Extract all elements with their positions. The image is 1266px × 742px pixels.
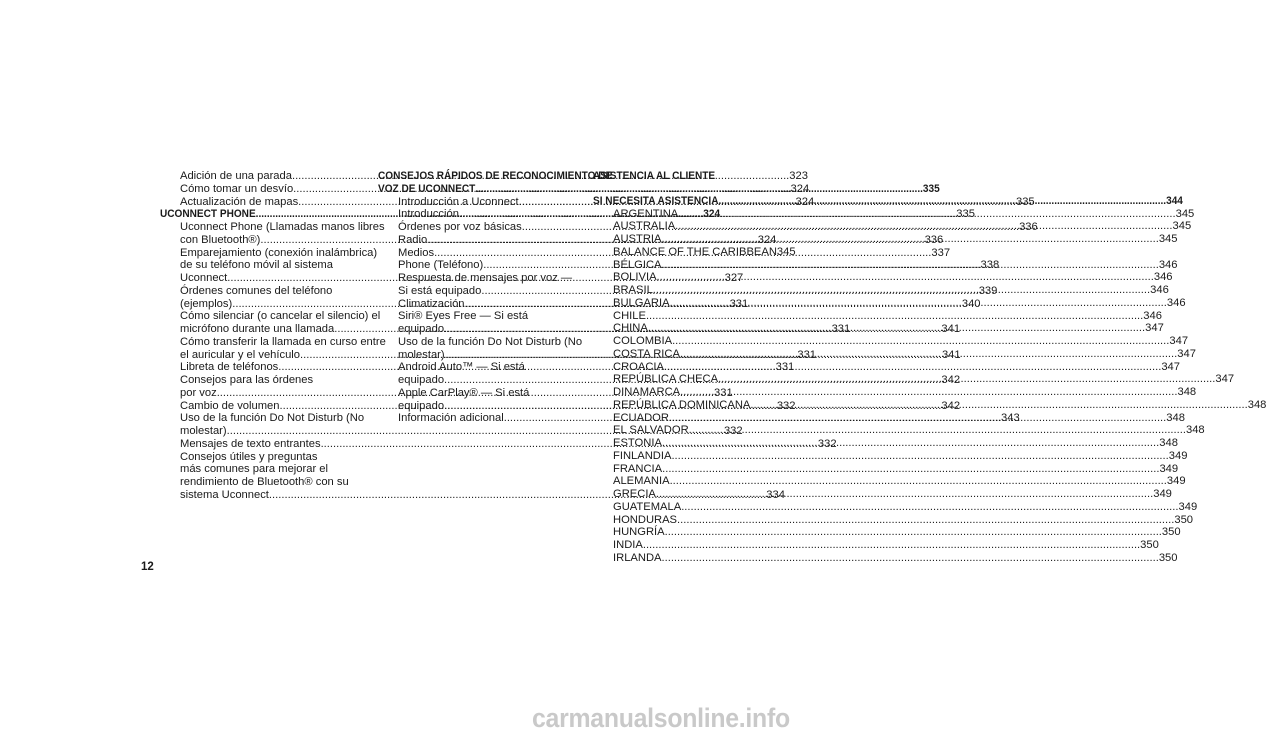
toc-entry-text: sistema Uconnect — [180, 488, 269, 501]
toc-entry-text: Cómo transferir la llamada en curso entre — [180, 335, 386, 348]
toc-entry-text: BOLIVIA — [613, 271, 657, 284]
toc-page-number: 349 — [1159, 462, 1179, 475]
toc-entry-text: Cómo silenciar (o cancelar el silencio) el — [180, 310, 381, 323]
toc-entry-text: CHILE — [613, 309, 646, 322]
toc-entry-text: Siri® Eyes Free — Si está — [398, 310, 529, 323]
toc-page-number: 335 — [956, 208, 975, 221]
toc-entry-text: Emparejamiento (conexión inalámbrica) — [180, 246, 378, 259]
toc-entry[interactable] — [593, 462, 1179, 476]
toc-page-number: 337 — [931, 246, 951, 259]
toc-entry-text: CONSEJOS RÁPIDOS DE RECONOCIMIENTO DE — [378, 170, 613, 182]
dot-leader — [678, 208, 1175, 221]
toc-entry — [160, 463, 361, 476]
toc-entry-text: FRANCIA — [613, 462, 663, 475]
toc-entry-text: Climatización — [398, 297, 465, 310]
toc-entry-text: ARGENTINA — [613, 207, 679, 220]
dot-leader — [671, 450, 1168, 463]
dot-leader — [665, 526, 1162, 539]
toc-heading — [378, 170, 613, 183]
dot-leader — [719, 195, 1167, 208]
toc-page-number: 342 — [941, 399, 961, 412]
toc-page-number: 350 — [1174, 513, 1194, 526]
toc-entry-text: micrófono durante una llamada — [180, 323, 335, 335]
toc-page-number: 345 — [1158, 233, 1178, 245]
toc-entry-text: Órdenes comunes del teléfono — [180, 284, 333, 297]
toc-page-number: 348 — [1166, 411, 1185, 424]
toc-entry-text: molestar) — [180, 425, 227, 437]
toc-entry[interactable] — [593, 424, 1205, 437]
toc-entry — [378, 387, 575, 400]
toc-entry-text: molestar) — [398, 348, 445, 361]
toc-page-number: 342 — [941, 374, 961, 386]
toc-entry[interactable] — [593, 513, 1194, 527]
toc-entry-text: REPÚBLICA DOMINICANA — [613, 398, 751, 411]
toc-entry-text: rendimiento de Bluetooth® con su — [180, 476, 349, 488]
dot-leader — [662, 437, 1159, 450]
dot-leader — [656, 488, 1153, 501]
toc-entry-text: Mensajes de texto entrantes — [180, 437, 321, 450]
toc-entry-text: Radio — [398, 233, 428, 246]
toc-entry — [160, 476, 361, 489]
toc-entry-text: DINAMARCA — [613, 386, 681, 398]
toc-page-number: 341 — [941, 323, 961, 335]
toc-entry-text: Android Auto™ — Si está — [398, 361, 525, 374]
toc-entry-text: Información adicional — [398, 412, 504, 425]
toc-page-number: 336 — [924, 233, 944, 246]
toc-entry-text: Uconnect Phone (Llamadas manos libres — [180, 221, 385, 233]
toc-page-number: 346 — [1150, 284, 1169, 296]
toc-entry-text: Cómo tomar un desvío — [180, 182, 294, 195]
toc-entry-text: ECUADOR — [613, 411, 669, 424]
toc-entry[interactable] — [593, 449, 1188, 463]
toc-entry — [378, 335, 583, 349]
toc-page-number: 349 — [1153, 488, 1172, 500]
toc-entry — [160, 335, 386, 349]
dot-leader — [680, 348, 1177, 361]
toc-entry-text: AUSTRALIA — [613, 220, 676, 233]
toc-entry-text: Introducción a Uconnect — [398, 195, 519, 208]
toc-entry[interactable] — [593, 539, 1159, 552]
toc-entry-text: equipado — [398, 323, 445, 335]
toc-page-number: 339 — [978, 284, 998, 297]
toc-entry-text: Respuesta de mensajes por voz — — [398, 272, 573, 284]
toc-entry-text: el auricular y el vehículo — [180, 348, 301, 361]
toc-entry-text: Actualización de mapas — [180, 195, 299, 208]
toc-entry-text: ESTONIA — [613, 437, 662, 449]
toc-entry-text: AUSTRIA — [613, 233, 662, 245]
toc-entry-text: REPÚBLICA CHECA — [613, 373, 719, 386]
toc-page-number: 345 — [1175, 207, 1195, 220]
toc-page-number: 324 — [703, 208, 721, 221]
toc-page-number: 348 — [1185, 424, 1205, 437]
toc-page-number: 332 — [723, 425, 743, 437]
dot-leader — [664, 361, 1161, 374]
toc-entry-text: SI NECESITA ASISTENCIA — [593, 194, 719, 207]
toc-page-number: 327 — [724, 272, 744, 284]
toc-entry — [160, 285, 361, 298]
dot-leader — [662, 233, 1159, 246]
toc-entry[interactable] — [593, 488, 1172, 501]
toc-entry[interactable] — [593, 551, 1178, 565]
dot-leader — [680, 386, 1177, 399]
toc-entry[interactable] — [593, 271, 1173, 284]
toc-entry[interactable] — [593, 245, 796, 259]
dot-leader — [646, 310, 1143, 323]
toc-entry-text: CHINA — [613, 322, 648, 335]
toc-entry-text: HUNGRÍA — [613, 526, 665, 539]
toc-page-number: 338 — [980, 259, 1000, 272]
toc-page-number: 334 — [766, 488, 785, 501]
toc-entry[interactable] — [593, 386, 1197, 399]
toc-page-number: 324 — [795, 195, 815, 208]
toc-entry-text: Phone (Teléfono) — [398, 259, 484, 272]
toc-entry-text: Uso de la función Do Not Disturb (No — [398, 335, 583, 348]
dot-leader — [662, 552, 1159, 565]
toc-entry-text: Uconnect — [180, 272, 228, 284]
toc-entry-text: Consejos para las órdenes — [180, 374, 314, 386]
toc-entry-text: Medios — [398, 246, 435, 259]
toc-entry-text: equipado — [398, 374, 445, 386]
toc-entry[interactable] — [593, 335, 1189, 348]
toc-page-number: 347 — [1169, 335, 1189, 347]
toc-entry-text: equipado — [398, 399, 445, 412]
dot-leader — [672, 335, 1169, 348]
toc-entry[interactable] — [593, 475, 1186, 488]
dot-leader — [643, 539, 1140, 552]
toc-page-number: 346 — [1153, 271, 1173, 284]
toc-page-number: 350 — [1161, 526, 1181, 539]
toc-page-number: 345 — [1172, 220, 1192, 233]
toc-page-number: 345 — [776, 245, 796, 258]
toc-entry-text: (ejemplos) — [180, 297, 233, 310]
toc-entry[interactable] — [593, 360, 1180, 374]
dot-leader — [750, 399, 1247, 412]
toc-page-number: 335 — [922, 182, 940, 195]
toc-entry — [160, 374, 361, 387]
toc-page-number: 350 — [1158, 551, 1178, 564]
dot-leader — [670, 475, 1167, 488]
toc-page-number: 331 — [775, 361, 795, 374]
toc-page-number: 349 — [1166, 475, 1186, 488]
dot-leader — [653, 284, 1150, 297]
dot-leader — [675, 220, 1172, 233]
toc-entry-text: CROACIA — [613, 360, 664, 373]
toc-entry-text: GUATEMALA — [613, 500, 682, 513]
toc-page-number: 323 — [789, 170, 808, 182]
toc-entry — [160, 246, 378, 260]
toc-entry-text: BULGARIA — [613, 296, 670, 309]
toc-entry-text: más comunes para mejorar el — [180, 463, 328, 476]
dot-leader — [681, 501, 1178, 514]
toc-entry-text: Si está equipado — [398, 284, 482, 297]
dot-leader — [718, 373, 1215, 386]
dot-leader — [662, 463, 1159, 476]
toc-entry-text: BALANCE OF THE CARIBBEAN — [613, 245, 777, 258]
toc-page-number: 331 — [714, 386, 733, 399]
toc-entry-text: Adición de una parada — [180, 170, 292, 182]
toc-entry — [378, 310, 575, 323]
toc-entry-text: Cambio de volumen — [180, 399, 280, 412]
toc-entry-text: BÉLGICA — [613, 258, 662, 271]
toc-page-number: 343 — [1001, 412, 1020, 425]
toc-page-number: 331 — [797, 348, 817, 361]
toc-entry-text: Órdenes por voz básicas — [398, 221, 522, 233]
toc-page-number: 349 — [1168, 449, 1188, 462]
dot-leader — [657, 271, 1154, 284]
toc-page-number: 346 — [1143, 309, 1162, 322]
toc-entry — [160, 259, 361, 272]
toc-page-number: 344 — [1166, 194, 1183, 207]
toc-page-number: 346 — [1166, 296, 1186, 309]
toc-heading — [593, 170, 790, 183]
toc-page-number: 332 — [817, 437, 837, 450]
toc-page-number: 348 — [1159, 437, 1178, 449]
toc-entry — [160, 221, 385, 234]
toc-page-number: 347 — [1215, 373, 1235, 386]
toc-entry — [160, 310, 381, 323]
toc-entry-text: Introducción — [398, 208, 459, 221]
toc-page-number: 336 — [1019, 221, 1038, 233]
watermark-text: carmanualsonline.info — [532, 703, 790, 733]
toc-entry[interactable] — [593, 500, 1198, 514]
toc-entry-text: IRLANDA — [613, 551, 662, 564]
toc-entry[interactable] — [593, 309, 1162, 323]
toc-entry-text: EL SALVADOR — [613, 424, 689, 437]
toc-page-number: 350 — [1140, 539, 1159, 551]
toc-page-number: 349 — [1178, 500, 1198, 513]
toc-entry-text: GRECIA — [613, 488, 656, 500]
page-number: 12 — [141, 561, 154, 573]
toc-page-number: 348 — [1177, 386, 1197, 398]
toc-entry-text: VOZ DE UCONNECT — [378, 182, 476, 195]
toc-entry-text: FINLANDIA — [613, 449, 672, 462]
toc-page-number: 340 — [961, 297, 981, 310]
dot-leader — [670, 297, 1167, 310]
toc-entry-text: COSTA RICA — [613, 347, 680, 360]
toc-entry — [378, 361, 575, 374]
toc-page-number: 347 — [1161, 360, 1180, 373]
dot-leader — [648, 322, 1145, 335]
toc-page-number: 331 — [729, 297, 749, 310]
toc-entry-text: ALEMANIA — [613, 475, 670, 488]
toc-page-number: 347 — [1177, 347, 1196, 360]
toc-page-number: 335 — [1015, 195, 1035, 208]
dot-leader — [662, 259, 1159, 272]
toc-page-number: 341 — [941, 348, 961, 361]
toc-entry-text: de su teléfono móvil al sistema — [180, 259, 333, 272]
toc-page-number: 324 — [757, 233, 777, 246]
toc-entry-text: HONDURAS — [613, 513, 678, 526]
toc-entry-text: con Bluetooth®) — [180, 233, 261, 246]
toc-entry-text: UCONNECT PHONE — [160, 208, 256, 221]
toc-entry-text: INDIA — [613, 539, 643, 551]
toc-page-number: 347 — [1145, 322, 1164, 335]
dot-leader — [669, 412, 1166, 425]
toc-entry-text: COLOMBIA — [613, 335, 673, 347]
toc-entry-text: Consejos útiles y preguntas — [180, 450, 318, 463]
toc-entry — [378, 272, 575, 285]
toc-entry[interactable] — [593, 526, 1181, 539]
toc-page-number: 346 — [1158, 258, 1178, 271]
section-gap — [593, 183, 790, 195]
toc-entry-text: Libreta de teléfonos — [180, 361, 279, 374]
dot-leader — [677, 514, 1174, 527]
toc-entry — [160, 451, 361, 464]
toc-entry-text: por voz — [180, 386, 217, 399]
toc-entry-text: Apple CarPlay® — Si está — [398, 386, 530, 399]
toc-page-number: 332 — [776, 399, 796, 412]
toc-entry-text: BRASIL — [613, 284, 653, 296]
dot-leader — [689, 424, 1186, 437]
toc-page-number: 331 — [831, 323, 851, 335]
toc-page-number: 348 — [1247, 398, 1266, 411]
toc-entry — [160, 412, 365, 425]
toc-page-number: 324 — [790, 182, 810, 195]
toc-entry-text: Uso de la función Do Not Disturb (No — [180, 412, 365, 425]
toc-entry-text: ASISTENCIA AL CLIENTE — [593, 170, 716, 182]
